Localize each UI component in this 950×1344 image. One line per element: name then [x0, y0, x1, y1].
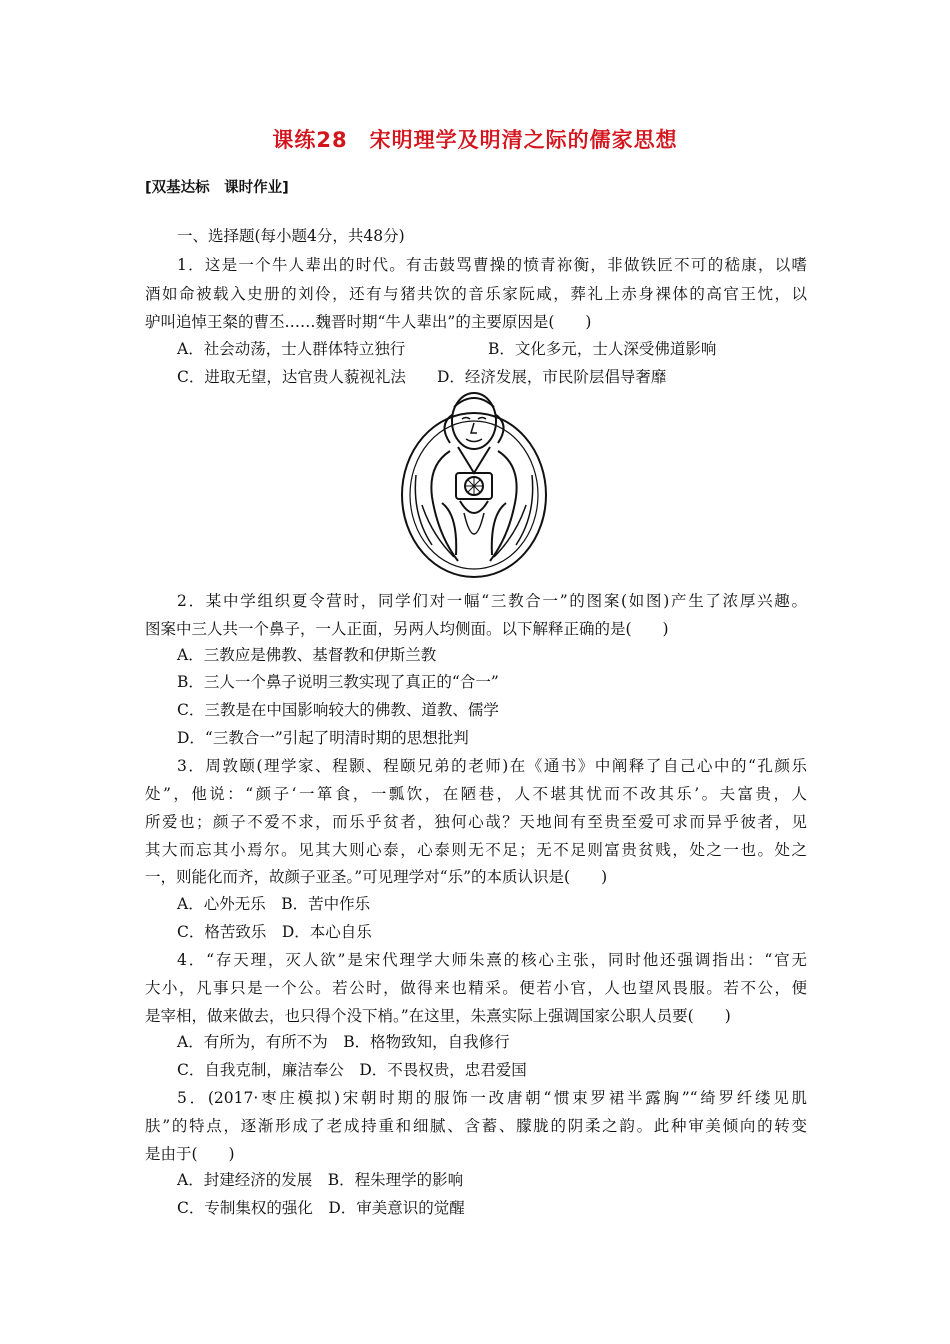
option-c: C．进取无望，达官贵人藐视礼法	[177, 368, 406, 386]
option-row: C．自我克制，廉洁奉公 D．不畏权贵，忠君爱国	[177, 1061, 527, 1079]
option-d: D．“三教合一”引起了明清时期的思想批判	[177, 729, 469, 747]
option-a: A．三教应是佛教、基督教和伊斯兰教	[177, 646, 437, 664]
question-line: 大小，凡事只是一个公。若公时，做得来也精采。便若小官，人也望风畏服。若不公，便	[145, 979, 807, 997]
question-line: 5．(2017·枣庄模拟)宋朝时期的服饰一改唐朝“惯束罗裙半露胸”“绮罗纤缕见肌	[177, 1089, 807, 1107]
question-line: 酒如命被载入史册的刘伶，还有与猪共饮的音乐家阮咸，葬礼上赤身裸体的高官王忱，以	[145, 285, 807, 303]
option-a: A．社会动荡，士人群体特立独行	[177, 340, 406, 358]
question-line: 1．这是一个牛人辈出的时代。有击鼓骂曹操的愤青祢衡，非做铁匠不可的嵇康，以嗜	[177, 256, 807, 274]
question-line: 3．周敦颐(理学家、程颢、程颐兄弟的老师)在《通书》中阐释了自己心中的“孔颜乐	[177, 757, 807, 775]
option-d: D．经济发展，市民阶层倡导奢靡	[437, 368, 667, 386]
three-teachings-figure	[398, 385, 550, 580]
option-c: C．三教是在中国影响较大的佛教、道教、儒学	[177, 701, 499, 719]
question-line: 处”，他说：“颜子‘一箪食，一瓢饮，在陋巷，人不堪其忧而不改其乐’。夫富贵，人	[145, 785, 807, 803]
question-line: 2．某中学组织夏令营时，同学们对一幅“三教合一”的图案(如图)产生了浓厚兴趣。	[177, 592, 807, 610]
option-row: C．格苦致乐 D．本心自乐	[177, 923, 372, 941]
question-line: 4．“存天理，灭人欲”是宋代理学大师朱熹的核心主张，同时他还强调指出：“官无	[177, 951, 807, 969]
option-row: A．有所为，有所不为 B．格物致知，自我修行	[177, 1033, 510, 1051]
question-line: 其大而忘其小焉尔。见其大则心泰，心泰则无不足；无不足则富贵贫贱，处之一也。处之	[145, 841, 807, 859]
question-line: 所爱也；颜子不爱不求，而乐乎贫者，独何心哉？天地间有至贵至爱可求而异乎彼者，见	[145, 813, 807, 831]
question-line: 肤”的特点，逐渐形成了老成持重和细腻、含蓄、朦胧的阴柔之韵。此种审美倾向的转变	[145, 1117, 807, 1135]
option-b: B．文化多元，士人深受佛道影响	[488, 340, 717, 358]
question-line: 是宰相，做来做去，也只得个没下梢。”在这里，朱熹实际上强调国家公职人员要( )	[145, 1007, 731, 1025]
page-title: 课练28 宋明理学及明清之际的儒家思想	[272, 128, 678, 152]
option-row: C．专制集权的强化 D．审美意识的觉醒	[177, 1199, 465, 1217]
option-row: A．心外无乐 B．苦中作乐	[177, 895, 371, 913]
option-row: A．封建经济的发展 B．程朱理学的影响	[177, 1171, 464, 1189]
question-line: 驴叫追悼王粲的曹丕……魏晋时期“牛人辈出”的主要原因是( )	[145, 313, 592, 331]
question-line: 是由于( )	[145, 1145, 235, 1163]
question-line: 图案中三人共一个鼻子，一人正面，另两人均侧面。以下解释正确的是( )	[145, 620, 669, 638]
option-b: B．三人一个鼻子说明三教实现了真正的“合一”	[177, 673, 499, 691]
question-line: 一，则能化而齐，故颜子亚圣。”可见理学对“乐”的本质认识是( )	[145, 868, 608, 886]
section-tag: [双基达标 课时作业]	[145, 180, 289, 196]
part-heading: 一、选择题(每小题4分，共48分)	[177, 227, 405, 245]
